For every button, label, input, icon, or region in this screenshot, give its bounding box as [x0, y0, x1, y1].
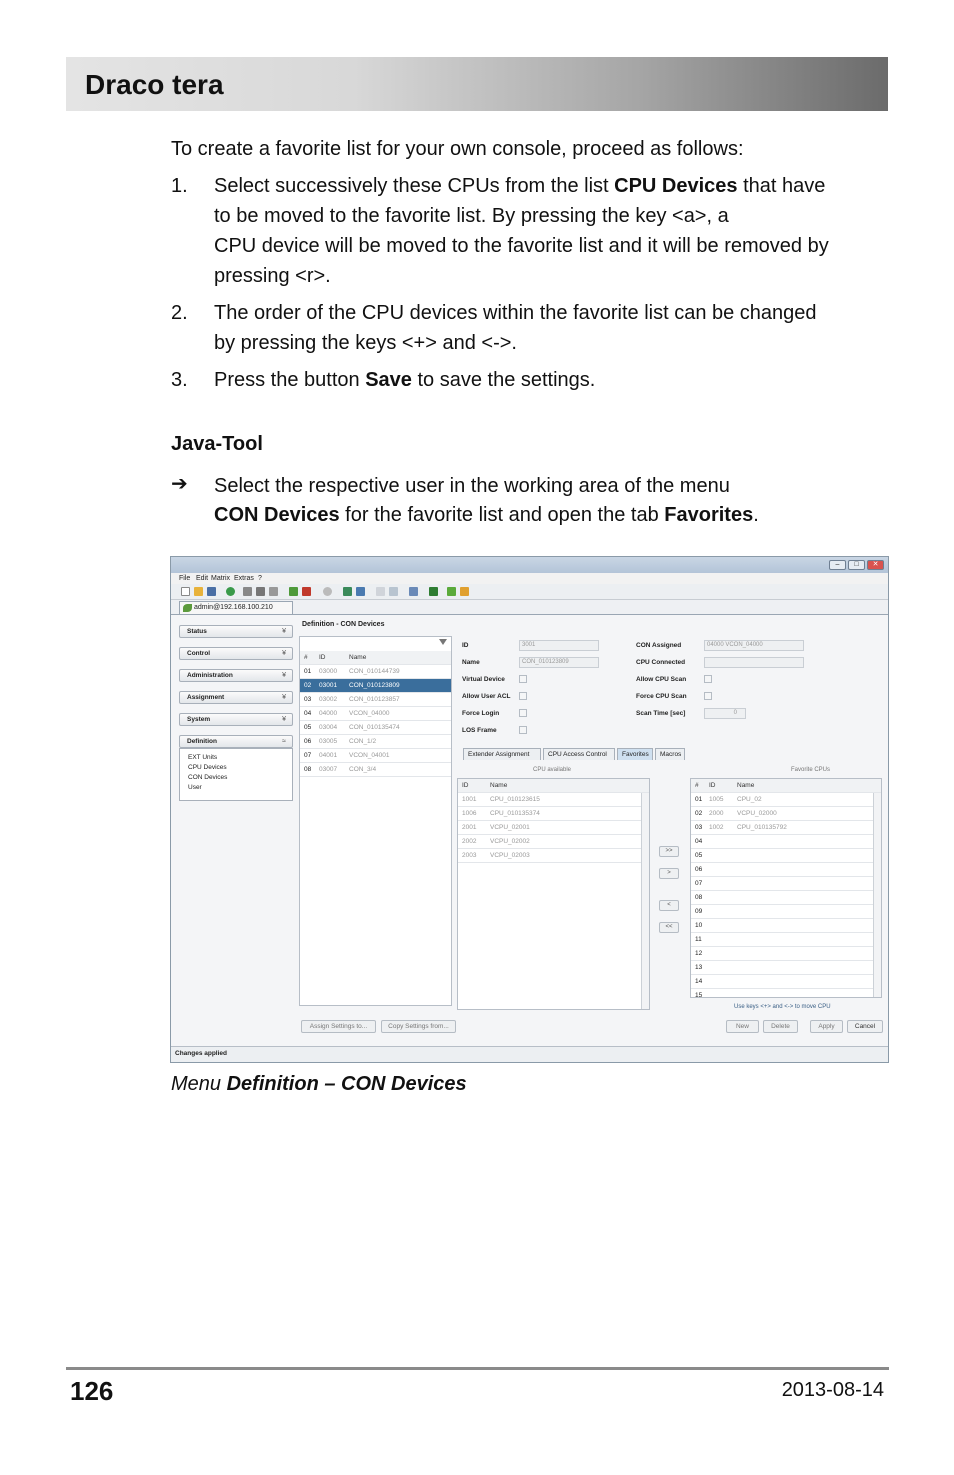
caption-text: Menu — [171, 1073, 227, 1095]
form-label: Scan Time [sec] — [636, 710, 686, 717]
step-text: Press the button — [214, 369, 366, 391]
app-screenshot — [170, 556, 889, 1063]
nav-label: Administration — [187, 672, 233, 679]
table-cell: 04 — [304, 710, 312, 717]
table-cell: 15 — [695, 992, 703, 998]
nav-sub-cpu-devices[interactable]: CPU Devices — [188, 764, 227, 771]
con-device-list — [299, 636, 452, 1006]
table-row[interactable] — [691, 989, 881, 998]
menu-extras[interactable]: Extras — [234, 575, 254, 582]
java-tool-text: for the favorite list and open the tab — [339, 504, 665, 526]
table-cell: VCPU_02000 — [737, 810, 777, 817]
chevron-down-icon: ¥ — [282, 650, 286, 657]
chevron-down-icon: ¥ — [282, 694, 286, 701]
table-row[interactable] — [458, 793, 649, 807]
table-cell: 08 — [695, 894, 703, 901]
step-number: 1. — [171, 175, 188, 197]
app-body — [171, 614, 888, 1046]
table-cell: CON_010135474 — [349, 724, 400, 731]
new-button[interactable]: New — [726, 1020, 759, 1033]
list-item[interactable] — [300, 721, 451, 735]
table-cell: 02 — [695, 810, 703, 817]
table-row[interactable] — [458, 821, 649, 835]
upload-icon[interactable] — [343, 587, 352, 596]
table-cell: 10 — [695, 922, 703, 929]
figure-caption — [171, 1073, 467, 1096]
table-cell: VCON_04000 — [349, 710, 390, 717]
settings-icon[interactable] — [323, 587, 332, 596]
minimize-button[interactable]: – — [829, 560, 846, 570]
copy-settings-button[interactable]: Copy Settings from... — [381, 1020, 456, 1033]
table-cell: 07 — [304, 752, 312, 759]
table-cell: 1006 — [462, 810, 477, 817]
step-2-line-2: by pressing the keys <+> and <->. — [214, 332, 517, 354]
java-tool-line-1: Select the respective user in the working area of the menu — [214, 475, 730, 497]
menu-bar — [171, 573, 888, 584]
column-header: # — [695, 782, 699, 789]
page-number: 126 — [70, 1376, 114, 1406]
step-emphasis: CPU Devices — [614, 175, 738, 197]
table-cell: 01 — [304, 668, 312, 675]
nav-label: System — [187, 716, 211, 723]
table-cell: 1002 — [709, 824, 724, 831]
table-cell: 01 — [695, 796, 703, 803]
disconnect-icon[interactable] — [302, 587, 311, 596]
apply-button[interactable]: Apply — [810, 1020, 843, 1033]
table-header-row — [458, 779, 649, 793]
table-cell: 03002 — [319, 696, 338, 703]
tab-extender-assignment[interactable]: Extender Assignment — [463, 748, 541, 760]
nav-label: Assignment — [187, 694, 225, 701]
form-label: Force CPU Scan — [636, 693, 687, 700]
table-cell: 02 — [304, 682, 312, 689]
scrollbar[interactable] — [873, 793, 881, 998]
column-header: Name — [349, 654, 367, 661]
scrollbar[interactable] — [641, 793, 649, 1010]
table-cell: CPU_010123615 — [490, 796, 540, 803]
java-tool-heading: Java-Tool — [171, 433, 263, 455]
filter-icon[interactable] — [439, 639, 447, 646]
table-cell: 06 — [304, 738, 312, 745]
table-cell: CON_010144739 — [349, 668, 400, 675]
form-field[interactable]: 04000 VCON_04000 — [704, 640, 804, 651]
download-icon[interactable] — [356, 587, 365, 596]
table-cell: 03007 — [319, 766, 338, 773]
java-tool-emphasis: CON Devices — [214, 504, 340, 526]
form-field[interactable]: 3001 — [519, 640, 599, 651]
column-header: # — [304, 654, 308, 661]
nav-sub-user[interactable]: User — [188, 784, 202, 791]
step-1-line-3: CPU device will be moved to the favorite list and it will be removed by — [214, 235, 829, 257]
menu-help[interactable]: ? — [258, 575, 262, 582]
java-tool-text: . — [753, 504, 759, 526]
session-tab-label: admin@192.168.100.210 — [194, 604, 273, 611]
table-cell: 03 — [304, 696, 312, 703]
connect-icon[interactable] — [289, 587, 298, 596]
table-cell: 05 — [695, 852, 703, 859]
table-cell: VCPU_02001 — [490, 824, 530, 831]
table-row[interactable] — [691, 821, 881, 835]
caption-emphasis: Definition – CON Devices — [226, 1073, 467, 1095]
form-label: Allow CPU Scan — [636, 676, 687, 683]
list-item[interactable] — [300, 763, 451, 777]
table-cell: 1005 — [709, 796, 724, 803]
new-file-icon[interactable] — [181, 587, 190, 596]
nav-label: Status — [187, 628, 207, 635]
table-cell: 04 — [695, 838, 703, 845]
nav-status[interactable] — [179, 625, 293, 638]
java-tool-line-2 — [214, 500, 759, 530]
step-text: to save the settings. — [411, 369, 596, 391]
form-label: Virtual Device — [462, 676, 505, 683]
table-row[interactable] — [691, 863, 881, 877]
menu-file[interactable]: File — [179, 575, 191, 582]
menu-matrix[interactable]: Matrix — [211, 575, 231, 582]
table-row[interactable] — [691, 877, 881, 891]
table-cell: 2000 — [709, 810, 724, 817]
intro-text: To create a favorite list for your own console, proceed as follows: — [171, 138, 744, 160]
step-3-line-1 — [214, 365, 595, 395]
tab-macros[interactable]: Macros — [655, 748, 685, 760]
table-cell: 03004 — [319, 724, 338, 731]
table-cell: 03005 — [319, 738, 338, 745]
list-item[interactable] — [300, 665, 451, 679]
list-item[interactable] — [300, 679, 451, 693]
move-all-left-button[interactable]: << — [659, 922, 679, 933]
nav-system[interactable] — [179, 713, 293, 726]
table-cell: 03000 — [319, 668, 338, 675]
form-label: CPU Connected — [636, 659, 686, 666]
paste-icon[interactable] — [269, 587, 278, 596]
table-cell: 11 — [695, 936, 702, 943]
checkbox[interactable] — [519, 675, 527, 683]
table-cell: 09 — [695, 908, 703, 915]
step-1-line-1 — [214, 171, 825, 201]
tab-cpu-access-control[interactable]: CPU Access Control — [543, 748, 615, 760]
nav-sub-ext-units[interactable]: EXT Units — [188, 754, 218, 761]
right-arrow-icon: ➔ — [171, 473, 188, 495]
panel-title: Definition - CON Devices — [302, 621, 385, 628]
chevron-down-icon: ¥ — [282, 628, 286, 635]
table-cell: 05 — [304, 724, 312, 731]
matrix-icon[interactable] — [429, 587, 438, 596]
cpu-available-table — [457, 778, 650, 1010]
checkbox[interactable] — [519, 709, 527, 717]
table-cell: 07 — [695, 880, 703, 887]
table-cell: CPU_010135374 — [490, 810, 540, 817]
form-label: Allow User ACL — [462, 693, 511, 700]
column-header: ID — [462, 782, 469, 789]
table-cell: 13 — [695, 964, 703, 971]
step-text: Select successively these CPUs from the list — [214, 175, 615, 197]
table-row[interactable] — [458, 849, 649, 863]
column-header: ID — [319, 654, 326, 661]
form-label: CON Assigned — [636, 642, 682, 649]
favorite-cpus-title: Favorite CPUs — [791, 767, 831, 773]
table-cell: 08 — [304, 766, 312, 773]
document-icon[interactable] — [376, 587, 385, 596]
save-icon[interactable] — [207, 587, 216, 596]
cancel-button[interactable]: Cancel — [847, 1020, 883, 1033]
step-1-line-4: pressing <r>. — [214, 265, 331, 287]
table-row[interactable] — [691, 905, 881, 919]
step-number: 3. — [171, 369, 188, 391]
column-header: Name — [490, 782, 508, 789]
table-row[interactable] — [691, 947, 881, 961]
table-cell: 03001 — [319, 682, 338, 689]
table-cell: 03 — [695, 824, 703, 831]
copy-icon[interactable] — [256, 587, 265, 596]
table-row[interactable] — [458, 835, 649, 849]
table-row[interactable] — [691, 793, 881, 807]
page-header-bar — [66, 57, 888, 111]
delete-button[interactable]: Delete — [763, 1020, 798, 1033]
menu-edit[interactable]: Edit — [196, 575, 209, 582]
form-label: ID — [462, 642, 469, 649]
step-2-line-1: The order of the CPU devices within the favorite list can be changed — [214, 302, 817, 324]
form-label: Force Login — [462, 710, 500, 717]
checkbox[interactable] — [704, 675, 712, 683]
refresh-icon[interactable] — [226, 587, 235, 596]
step-text: that have — [737, 175, 826, 197]
table-cell: CON_010123809 — [349, 682, 400, 689]
page-date: 2013-08-14 — [781, 1379, 884, 1401]
move-left-button[interactable]: < — [659, 900, 679, 911]
list-item[interactable] — [300, 707, 451, 721]
java-tool-emphasis: Favorites — [664, 504, 754, 526]
form-field[interactable]: CON_010123809 — [519, 657, 599, 668]
table-cell: CON_3/4 — [349, 766, 377, 773]
list-item[interactable] — [300, 749, 451, 763]
form-field[interactable] — [704, 657, 804, 668]
toolbar — [171, 584, 888, 600]
assign-settings-button[interactable]: Assign Settings to... — [301, 1020, 376, 1033]
table-row[interactable] — [691, 919, 881, 933]
nav-assignment[interactable] — [179, 691, 293, 704]
table-row[interactable] — [691, 835, 881, 849]
column-header: Name — [737, 782, 755, 789]
checkbox[interactable] — [519, 726, 527, 734]
definition-submenu — [179, 748, 293, 801]
connection-leaf-icon — [183, 604, 192, 612]
list-item[interactable] — [300, 693, 451, 707]
table-cell: CON_010123857 — [349, 696, 400, 703]
table-cell: CON_1/2 — [349, 738, 377, 745]
chevron-up-icon: ≈ — [282, 738, 286, 745]
checkbox[interactable] — [704, 692, 712, 700]
list-header-row — [300, 651, 451, 665]
table-header-row — [691, 779, 881, 793]
favorite-cpus-table — [690, 778, 882, 998]
close-button[interactable]: ✕ — [867, 560, 884, 570]
status-text: Changes applied — [175, 1050, 228, 1057]
table-cell: VCPU_02002 — [490, 838, 530, 845]
table-cell: 06 — [695, 866, 703, 873]
maximize-button[interactable]: □ — [848, 560, 865, 570]
table-cell: 14 — [695, 978, 703, 985]
table-cell: 04000 — [319, 710, 338, 717]
table-row[interactable] — [691, 975, 881, 989]
nav-label: Control — [187, 650, 211, 657]
form-label: Name — [462, 659, 480, 666]
table-row[interactable] — [458, 807, 649, 821]
chevron-down-icon: ¥ — [282, 716, 286, 723]
step-number: 2. — [171, 302, 188, 324]
session-tab[interactable] — [179, 601, 293, 614]
table-cell: VCPU_02003 — [490, 852, 530, 859]
move-right-button[interactable]: > — [659, 868, 679, 879]
move-all-right-button[interactable]: >> — [659, 846, 679, 857]
nav-label: Definition — [187, 738, 217, 745]
column-header: ID — [709, 782, 716, 789]
tab-favorites[interactable]: Favorites — [617, 748, 653, 760]
chevron-down-icon: ¥ — [282, 672, 286, 679]
table-cell: 12 — [695, 950, 703, 957]
step-1-line-2: to be moved to the favorite list. By pressing the key <a>, a — [214, 205, 729, 227]
table-row[interactable] — [691, 807, 881, 821]
table-cell: 2003 — [462, 852, 477, 859]
table-cell: CPU_010135792 — [737, 824, 787, 831]
step-emphasis: Save — [365, 369, 412, 391]
table-row[interactable] — [691, 961, 881, 975]
move-hint: Use keys <+> and <-> to move CPU — [734, 1004, 831, 1010]
cpu-available-title: CPU available — [533, 767, 572, 773]
footer-rule — [66, 1367, 889, 1370]
table-cell: VCON_04001 — [349, 752, 390, 759]
nav-administration[interactable] — [179, 669, 293, 682]
status-bar — [171, 1046, 888, 1062]
table-cell: 2002 — [462, 838, 477, 845]
checkbox[interactable] — [519, 692, 527, 700]
cut-icon[interactable] — [243, 587, 252, 596]
table-cell: CPU_02 — [737, 796, 762, 803]
nav-definition[interactable] — [179, 735, 293, 748]
table-row[interactable] — [691, 849, 881, 863]
table-row[interactable] — [691, 891, 881, 905]
table-cell: 04001 — [319, 752, 338, 759]
open-folder-icon[interactable] — [194, 587, 203, 596]
report-icon[interactable] — [389, 587, 398, 596]
nav-sub-con-devices[interactable]: CON Devices — [188, 774, 228, 781]
export-icon[interactable] — [409, 587, 418, 596]
table-cell: 1001 — [462, 796, 477, 803]
lock-icon[interactable] — [460, 587, 469, 596]
table-row[interactable] — [691, 933, 881, 947]
scan-time-spinner[interactable]: 0 — [704, 708, 746, 719]
check-icon[interactable] — [447, 587, 456, 596]
page-title: Draco tera — [85, 69, 224, 100]
table-cell: 2001 — [462, 824, 477, 831]
list-item[interactable] — [300, 735, 451, 749]
window-titlebar — [171, 557, 888, 573]
nav-control[interactable] — [179, 647, 293, 660]
form-label: LOS Frame — [462, 727, 497, 734]
